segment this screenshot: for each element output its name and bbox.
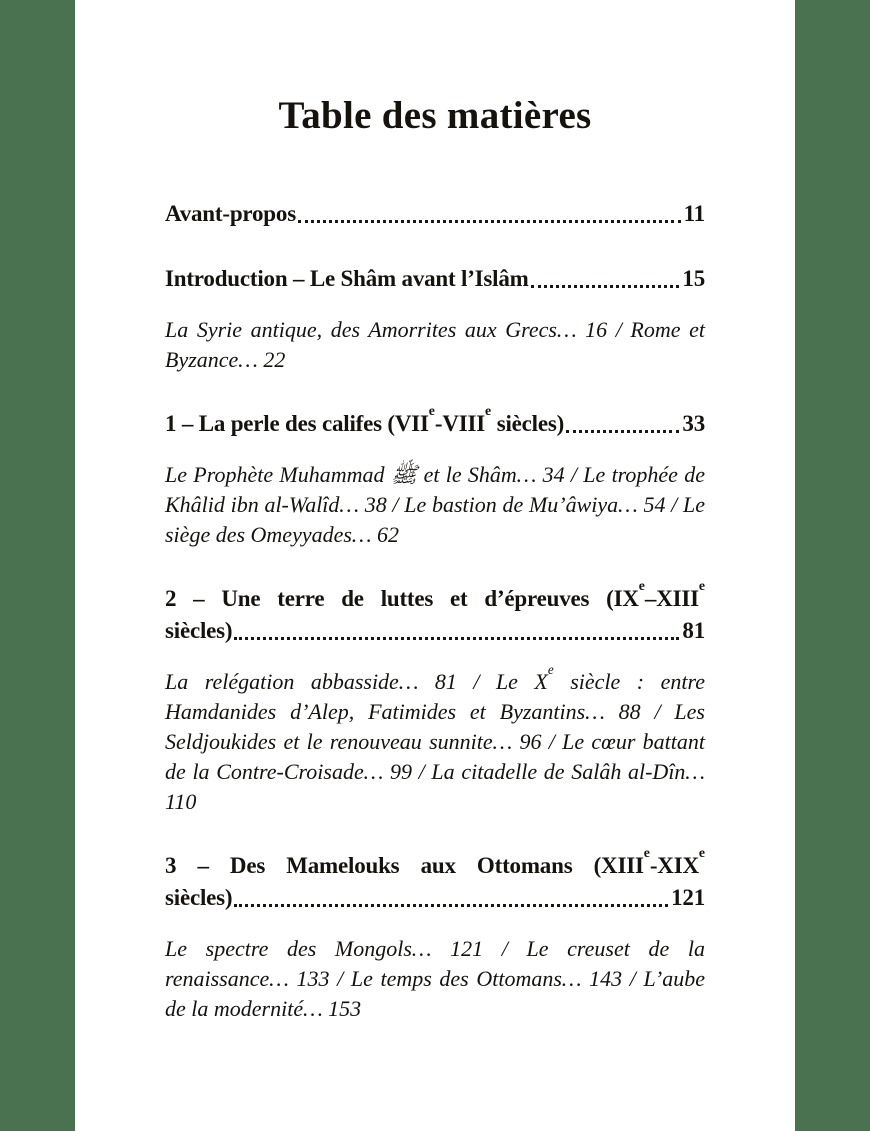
dot-leader [531, 285, 680, 288]
ordinal-superscript: e [643, 845, 650, 861]
page-number: 121 [671, 885, 705, 910]
toc-subentries: La relégation abbasside… 81 / Le Xe siècle : entre Hamdanides d’Alep, Fatimides et Byzantins… 88 / Les Seldjoukides et le renouveau sunnite… 96 / Le cœur battant de la Contre-Croisade… 99 / La citadelle de Salâh al-Dîn… 110 [165, 662, 706, 814]
page-number: 15 [682, 266, 705, 291]
toc-heading-line [165, 198, 705, 230]
toc-entry-title: Avant-propos [165, 201, 296, 226]
toc-entry [165, 578, 706, 817]
toc-heading-line: 3 – Des Mamelouks aux Ottomans (XIIIe-XIXe [165, 845, 705, 878]
ordinal-superscript: e [698, 845, 705, 861]
toc-heading-line [165, 403, 705, 440]
ordinal-superscript: e [428, 403, 435, 419]
toc-entry [165, 263, 705, 375]
toc-entry-title: Introduction – Le Shâm avant l’Islâm [165, 266, 529, 291]
toc-heading-line [165, 615, 705, 647]
ordinal-superscript: e [485, 403, 492, 419]
toc-heading-line [165, 263, 705, 295]
toc-entry-title: siècles) [165, 885, 233, 910]
ordinal-superscript: e [638, 578, 645, 594]
toc-heading-line: 2 – Une terre de luttes et d’épreuves (IXe–XIIIe [165, 578, 705, 611]
dot-leader [234, 904, 668, 907]
toc-subentries: Le spectre des Mongols… 121 / Le creuset de la renaissance… 133 / Le temps des Ottomans… 143 / L’aube de la modernité… 153 [165, 936, 705, 1021]
toc-list [165, 198, 705, 1024]
ordinal-superscript: e [698, 578, 705, 594]
toc-entry [165, 845, 705, 1024]
ordinal-superscript: e [547, 662, 554, 678]
toc-entry-title: siècles) [165, 618, 233, 643]
book-toc-page [75, 0, 795, 1131]
toc-subentries: Le Prophète Muhammad ﷺ et le Shâm… 34 / Le trophée de Khâlid ibn al-Walîd… 38 / Le bastion de Mu’âwiya… 54 / Le siège des Omeyyades… 62 [165, 462, 705, 547]
dot-leader [234, 637, 679, 640]
page-title: Table des matières [278, 94, 592, 137]
dot-leader [298, 220, 681, 223]
page-number: 11 [683, 201, 705, 226]
toc-subentries: La Syrie antique, des Amorrites aux Grecs… 16 / Rome et Byzance… 22 [165, 317, 705, 372]
toc-entry [165, 403, 705, 550]
dot-leader [566, 430, 679, 433]
toc-heading-line [165, 882, 705, 914]
toc-entry [165, 198, 705, 230]
toc-entry-title: 1 – La perle des califes (VIIe-VIIIe siècles) [165, 403, 565, 436]
page-number: 33 [682, 411, 705, 436]
page-number: 81 [682, 618, 705, 643]
